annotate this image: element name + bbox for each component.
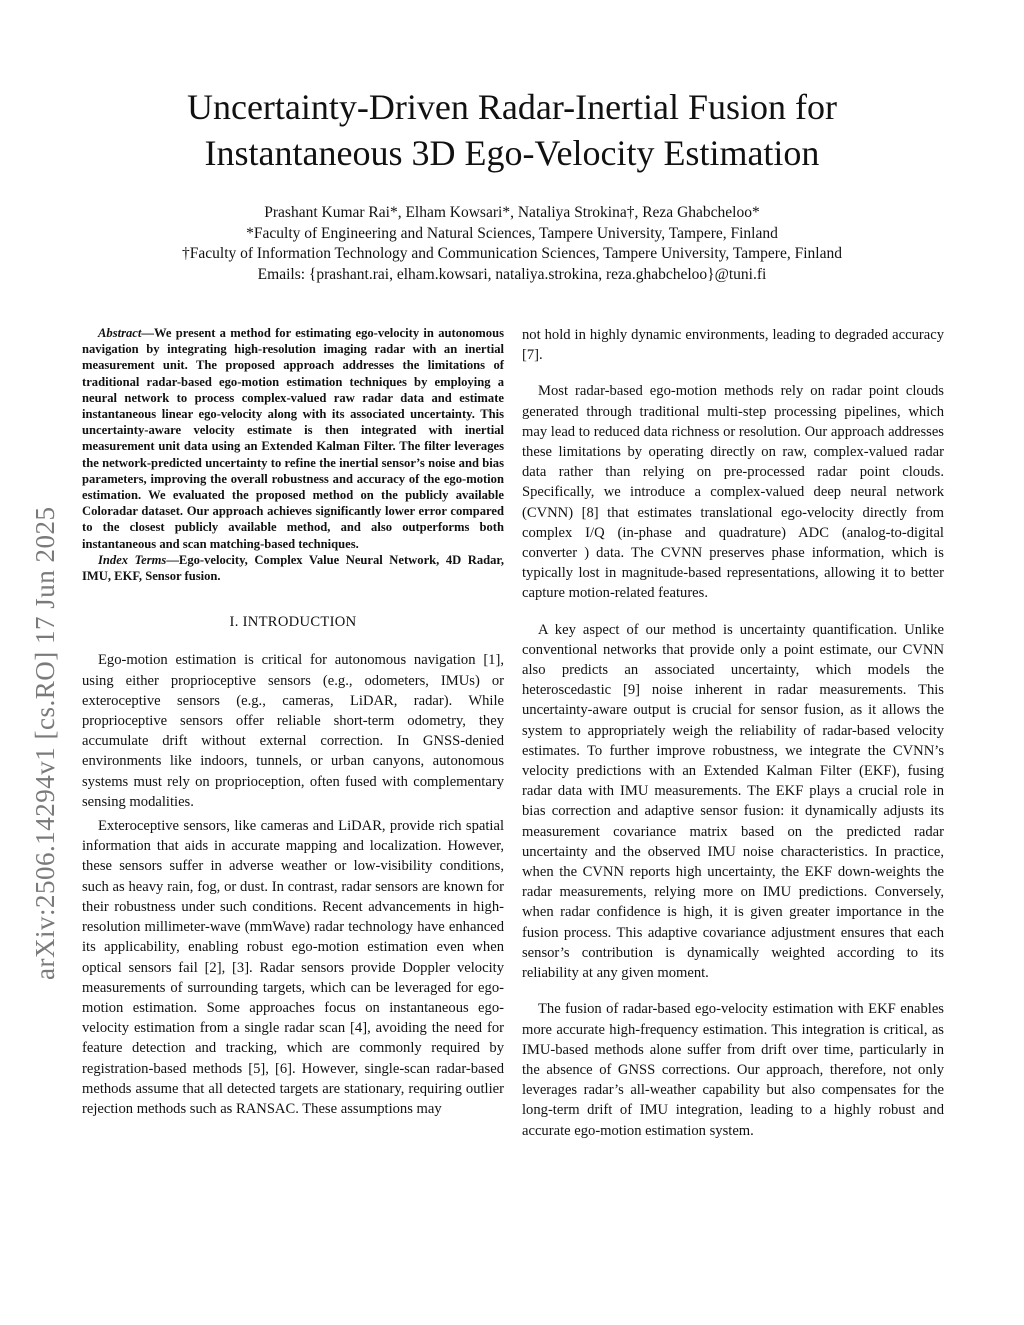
paragraph: A key aspect of our method is uncertainty quantification. Unlike conventional networks that provide only a point estimate, our CVNN also predicts an associated uncertainty, which models the heteroscedastic [9] noise inherent in radar measurements. This uncertainty-aware output is crucial for sensor fusion, as it allows the system to appropriately weigh the reliability of radar-based velocity estimates. To further improve robustness, we integrate the CVNN’s velocity predictions with an Extended Kalman Filter (EKF), fusing radar data with IMU measurements. The EKF plays a crucial role in bias correction and adaptive sensor fusion: it dynamically adjusts its measurement covariance matrix based on the predicted radar uncertainty and the observed IMU noise characteristics. In practice, when the CVNN reports high uncertainty, the EKF down-weights the radar measurements, relying more on IMU predictions. Conversely, when radar confidence is high, it is given greater importance in the fusion process. This adaptive covariance adjustment ensures that each sensor’s contribution is dynamically weighted according to its reliability at any given moment.: [522, 621, 944, 982]
section-heading: I. INTRODUCTION: [229, 614, 357, 631]
author-names: Prashant Kumar Rai*, Elham Kowsari*, Nataliya Strokina†, Reza Ghabcheloo*: [264, 204, 760, 221]
left-column: [82, 325, 504, 1119]
abstract-label: Abstract: [98, 326, 142, 340]
affiliation-2: †Faculty of Information Technology and Communication Sciences, Tampere University, Tampere, Finland: [182, 245, 842, 262]
index-terms: [82, 552, 504, 584]
paragraph: not hold in highly dynamic environments, leading to degraded accuracy [7].: [522, 327, 944, 364]
affiliation-1: *Faculty of Engineering and Natural Sciences, Tampere University, Tampere, Finland: [246, 224, 778, 242]
paragraph: Most radar-based ego-motion methods rely on radar point clouds generated through traditional multi-step processing pipelines, which may lead to reduced data richness or resolution. Our approach addresses these limitations by operating directly on raw, complex-valued radar data rather than relying on pre-processed radar point clouds. Specifically, we introduce a complex-valued deep neural network (CVNN) [8] that estimates translational ego-velocity directly from complex I/Q (in-phase and quadrature) ADC (analog-to-digital converter ) data. The CVNN preserves phase information, which is typically lost in magnitude-based representations, allowing it to better capture motion-related features.: [522, 383, 944, 602]
abstract: [82, 325, 504, 552]
paragraph: Ego-motion estimation is critical for autonomous navigation [1], using either proprioceptive sensors (e.g., odometers, IMUs) or exteroceptive sensors (e.g., cameras, LiDAR, radar). While proprioceptive sensors offer reliable short-term odometry, they accumulate drift without external correction. In GNSS-denied environments like indoors, tunnels, or urban canyons, autonomous systems must rely on proprioception, often fused with complementary sensing modalities.: [82, 652, 504, 810]
index-terms-label: Index Terms: [98, 552, 167, 567]
right-column: [522, 325, 944, 1141]
author-emails: Emails: {prashant.rai, elham.kowsari, nataliya.strokina, reza.ghabcheloo}@tuni.fi: [257, 265, 767, 283]
arxiv-identifier: arXiv:2506.14294v1 [cs.RO] 17 Jun 2025: [30, 506, 60, 980]
paragraph: The fusion of radar-based ego-velocity estimation with EKF enables more accurate high-frequency estimation. This integration is critical, as IMU-based methods alone suffer from drift over time, particularly in the absence of GNSS corrections. Our approach, therefore, not only leverages radar’s all-weather capability but also compensates for the long-term drift of IMU integration, leading to a highly robust and accurate ego-motion estimation system.: [522, 1001, 944, 1139]
index-terms-text: —Ego-velocity, Complex Value Neural Network, 4D Radar, IMU, EKF, Sensor fusion.: [82, 552, 504, 584]
title-line-1: Uncertainty-Driven Radar-Inertial Fusion for: [186, 87, 838, 127]
paper-title: [110, 84, 914, 176]
author-block: [110, 203, 914, 285]
title-line-2: Instantaneous 3D Ego-Velocity Estimation: [204, 133, 820, 173]
paragraph: Exteroceptive sensors, like cameras and LiDAR, provide rich spatial information that aids in accurate mapping and localization. However, these sensors suffer in adverse weather or low-visibility conditions, such as heavy rain, fog, or dust. In contrast, radar sensors are known for their robustness under such conditions. Recent advancements in high-resolution millimeter-wave (mmWave) radar technology have enhanced its applicability, enabling robust ego-motion estimation even when optical sensors fail [2], [3]. Radar sensors provide Doppler velocity measurements of surrounding targets, which can be leveraged for ego-motion estimation. Some approaches focus on instantaneous ego-velocity estimation from a single radar scan [4], avoiding the need for feature detection and tracking, which are commonly required by registration-based methods [5], [6]. However, single-scan radar-based methods assume that all detected targets are stationary, requiring outlier rejection methods such as RANSAC. These assumptions may: [82, 818, 504, 1117]
abstract-text: —We present a method for estimating ego-velocity in autonomous navigation by integrating high-resolution imaging radar with an inertial measurement unit. The proposed approach addresses the limitations of traditional radar-based ego-motion estimation techniques by employing a neural network to process complex-valued raw radar data and estimate instantaneous linear ego-velocity along with its associated uncertainty. This uncertainty-aware velocity estimate is then integrated with inertial measurement unit data using an Extended Kalman Filter. The filter leverages the network-predicted uncertainty to refine the inertial sensor’s noise and bias parameters, improving the overall robustness and accuracy of the ego-motion estimation. We evaluated the proposed method on the publicly available Coloradar dataset. Our approach achieves significantly lower error compared to the closest publicly available method, and also outperforms both instantaneous and scan matching-based techniques.: [82, 326, 504, 551]
